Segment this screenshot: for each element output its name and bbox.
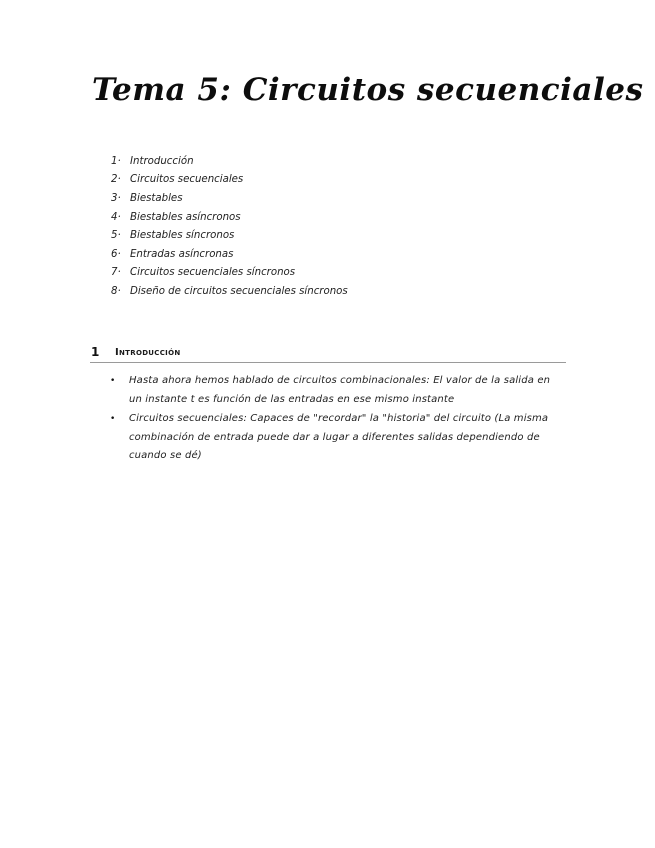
toc-item-number: 6· — [111, 248, 121, 260]
toc-item-label: Circuitos secuenciales — [130, 174, 244, 186]
toc-item-label: Entradas asíncronas — [130, 248, 234, 260]
toc-item-number: 5· — [111, 230, 121, 242]
toc-item — [111, 208, 348, 227]
toc-item-label: Circuitos secuenciales síncronos — [130, 267, 296, 279]
toc-item-label: Introducción — [130, 155, 194, 167]
bullet-text: Circuitos secuenciales: Capaces de "recordar" la "historia" del circuito (La misma combinación de entrada puede dar a lugar a diferentes salidas dependiendo de cuando se dé) — [129, 413, 549, 462]
table-of-contents — [111, 152, 348, 301]
page-title: Tema 5: Circuitos secuenciales — [92, 72, 644, 108]
toc-item — [111, 226, 348, 245]
toc-item-label: Diseño de circuitos secuenciales síncronos — [130, 285, 348, 297]
bullet-marker: • — [110, 414, 116, 425]
bullet-list — [110, 372, 566, 467]
toc-item-number: 3· — [111, 192, 121, 204]
toc-item-number: 2· — [111, 174, 121, 186]
list-item — [110, 372, 566, 409]
toc-item — [111, 264, 348, 283]
toc-item-label: Biestables asíncronos — [130, 211, 241, 223]
toc-item-number: 4· — [111, 211, 121, 223]
section-heading — [90, 342, 566, 363]
toc-item-number: 1· — [111, 155, 121, 167]
toc-item-number: 8· — [111, 285, 121, 297]
toc-item-label: Biestables síncronos — [130, 230, 235, 242]
toc-item — [111, 282, 348, 301]
toc-item-number: 7· — [111, 267, 121, 279]
section-title: Introducción — [115, 346, 181, 358]
toc-item — [111, 152, 348, 171]
toc-item — [111, 189, 348, 208]
section-number: 1 — [91, 345, 100, 359]
toc-item-label: Biestables — [130, 192, 183, 204]
list-item — [110, 410, 566, 466]
toc-item — [111, 171, 348, 190]
toc-item — [111, 245, 348, 264]
bullet-marker: • — [110, 376, 116, 386]
bullet-text: Hasta ahora hemos hablado de circuitos combinacionales: El valor de la salida en un instante t es función de las entradas en ese mismo instante — [129, 375, 551, 405]
